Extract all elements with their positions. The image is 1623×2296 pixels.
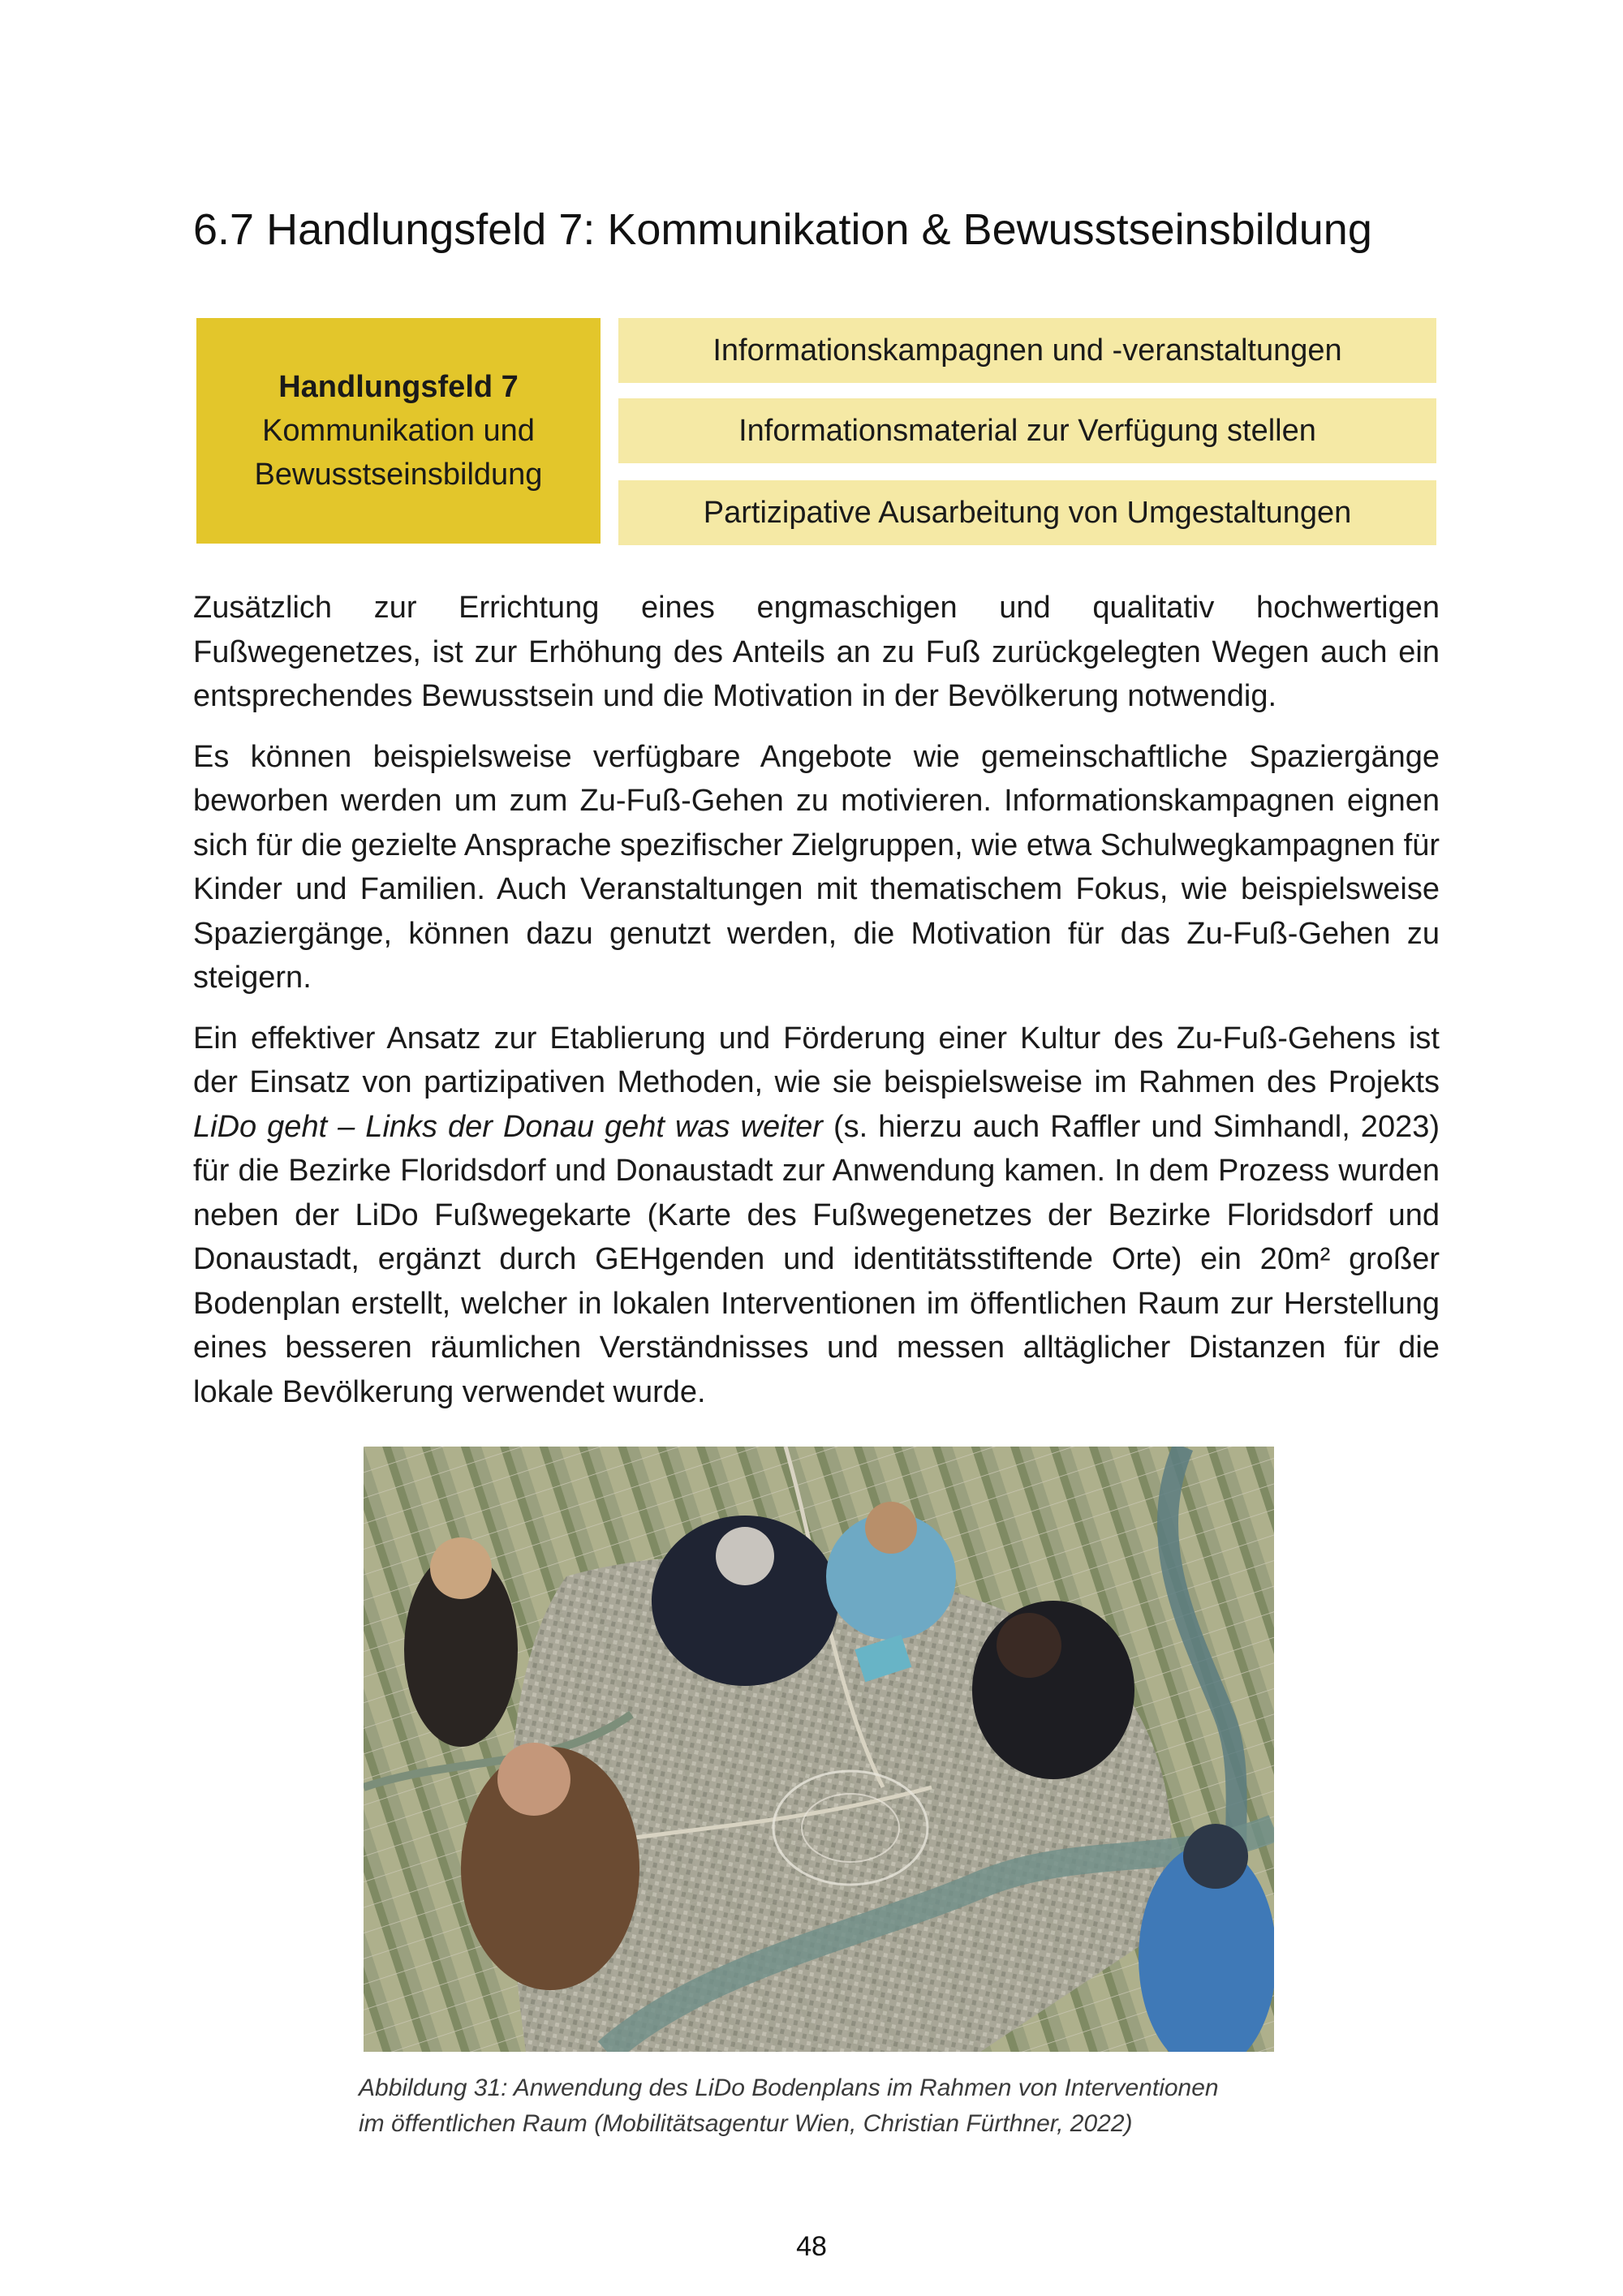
page-number: 48 — [796, 2231, 827, 2262]
paragraph-3-rest: (s. hierzu auch Raffler und Simhandl, 2023) für die Bezirke Floridsdorf und Donaustadt zur Anwendung kamen. In dem Prozess wurden neben der LiDo Fußwegekarte (Karte des Fußwegenetzes der Bezirke Floridsdorf und Donaustadt, ergänzt durch GEHgenden und identitätsstiftende Orte) ein 20m² großer Bodenplan erstellt, welcher in lokalen Interventionen im öffentlichen Raum zur Herstellung eines besseren räumlichen Verständnisses und messen alltäglicher Distanzen für die lokale Bevölkerung verwendet wurde. — [193, 1109, 1440, 1409]
action-field-title: Handlungsfeld 7 — [278, 370, 519, 404]
measure-item: Partizipative Ausarbeitung von Umgestaltungen — [618, 480, 1436, 545]
measure-item: Informationsmaterial zur Verfügung stellen — [618, 398, 1436, 463]
paragraph-3 — [193, 1017, 1440, 1415]
body-text — [193, 586, 1440, 1414]
action-field-subtitle-line2: Bewusstseinsbildung — [254, 458, 543, 492]
figure-caption-line2: im öffentlichen Raum (Mobilitätsagentur Wien, Christian Fürthner, 2022) — [359, 2110, 1133, 2137]
measure-item: Informationskampagnen und -veranstaltungen — [618, 318, 1436, 383]
figure-caption — [359, 2070, 1332, 2142]
paragraph-1: Zusätzlich zur Errichtung eines engmaschigen und qualitativ hochwertigen Fußwegenetzes, ist zur Erhöhung des Anteils an zu Fuß zurückgelegten Wegen auch ein entsprechendes Bewusstsein und die Motivation in der Bevölkerung notwendig. — [193, 591, 1440, 713]
action-field-subtitle-line1: Kommunikation und — [262, 414, 535, 448]
paragraph-3-intro: Ein effektiver Ansatz zur Etablierung und Förderung einer Kultur des Zu-Fuß-Gehens ist der Einsatz von partizipativen Methoden, wie sie beispielsweise im Rahmen des Projekts — [193, 1021, 1440, 1099]
action-field-box — [196, 318, 601, 544]
aerial-map-photo — [364, 1447, 1274, 2052]
section-heading: 6.7 Handlungsfeld 7: Kommunikation & Bewusstseinsbildung — [193, 205, 1372, 254]
project-name: LiDo geht – Links der Donau geht was weiter — [193, 1109, 823, 1144]
figure-photo — [364, 1447, 1274, 2052]
paragraph-2: Es können beispielsweise verfügbare Angebote wie gemeinschaftliche Spaziergänge beworben werden um zum Zu-Fuß-Gehen zu motivieren. Informationskampagnen eignen sich für die gezielte Ansprache spezifischer Zielgruppen, wie etwa Schulwegkampagnen für Kinder und Familien. Auch Veranstaltungen mit thematischem Fokus, wie beispielsweise Spaziergänge, können dazu genutzt werden, die Motivation für das Zu-Fuß-Gehen zu steigern. — [193, 739, 1440, 995]
figure-caption-line1: Abbildung 31: Anwendung des LiDo Bodenplans im Rahmen von Interventionen — [359, 2075, 1219, 2101]
